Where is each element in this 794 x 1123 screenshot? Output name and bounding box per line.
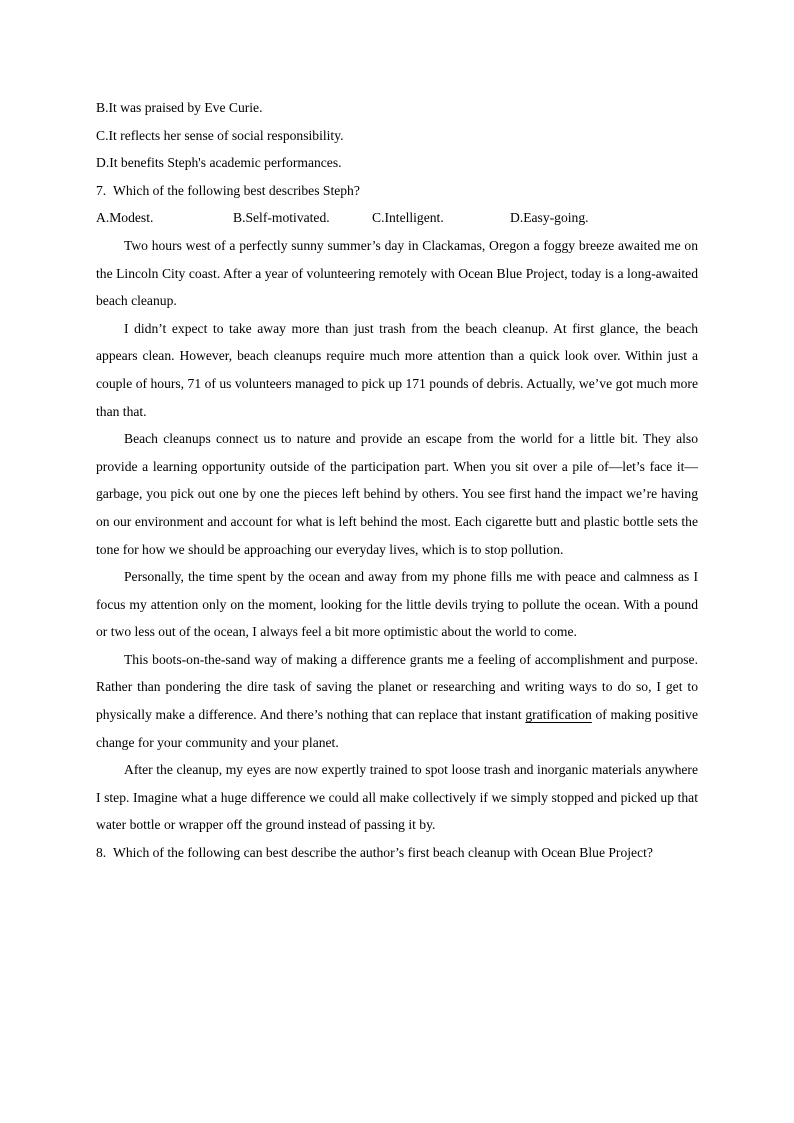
passage-paragraph-4: Personally, the time spent by the ocean and away from my phone fills me with peace and calmness as I focus my attention only on the moment, looking for the little devils trying to pollute the ocean. With a pound or two less out of the ocean, I always feel a bit more optimistic about the world to come. xyxy=(96,569,698,640)
q6-option-b: B.It was praised by Eve Curie. xyxy=(96,100,263,115)
underlined-word: gratification xyxy=(525,707,592,723)
q6-option-c: C.It reflects her sense of social responsibility. xyxy=(96,127,344,143)
passage-paragraph-3: Beach cleanups connect us to nature and provide an escape from the world for a little bit. They also provide a learning opportunity outside of the participation part. When you sit over a pile of—let’s face it—garbage, you pick out one by one the pieces left behind by others. You see first hand the impact we’re having on our environment and account for what is left behind the most. Each cigarette butt and plastic bottle sets the tone for how we should be approaching our everyday lives, which is to stop pollution. xyxy=(96,431,698,557)
passage-paragraph-6: After the cleanup, my eyes are now expertly trained to spot loose trash and inorganic materials anywhere I step. Imagine what a huge difference we could all make collectively if we simply stopped and picked up that water bottle or wrapper off the ground instead of passing it by. xyxy=(96,762,698,833)
q7-options xyxy=(96,204,698,232)
q7-option-b: B.Self-motivated. xyxy=(233,210,330,226)
q7-option-c: C.Intelligent. xyxy=(372,210,444,226)
q7-option-d: D.Easy-going. xyxy=(510,210,589,226)
q7-stem: Which of the following best describes Steph? xyxy=(113,182,360,198)
q7-option-a: A.Modest. xyxy=(96,210,154,226)
page-content xyxy=(96,94,698,867)
passage-paragraph-1: Two hours west of a perfectly sunny summer’s day in Clackamas, Oregon a foggy breeze awaited me on the Lincoln City coast. After a year of volunteering remotely with Ocean Blue Project, today is a long-awaited beach cleanup. xyxy=(96,237,698,309)
q8-number: 8. xyxy=(96,845,107,861)
q7-question xyxy=(96,177,698,205)
passage-paragraph-5 xyxy=(96,646,698,756)
q8-stem: Which of the following can best describe the author’s first beach cleanup with Ocean Blue Project? xyxy=(113,845,653,861)
paragraph-5-text-after: of making positive change for your community and your planet. xyxy=(96,707,698,750)
q7-number: 7. xyxy=(96,182,107,198)
paragraph-5-text-before: This boots-on-the-sand way of making a difference grants me a feeling of accomplishment and purpose. Rather than pondering the dire task of saving the planet or researching and writing ways to do so, I get to physically make a difference. And there’s nothing that can replace that instant xyxy=(96,651,698,723)
q8-question xyxy=(96,839,698,867)
q6-option-d: D.It benefits Steph's academic performances. xyxy=(96,155,342,171)
passage-paragraph-2: I didn’t expect to take away more than just trash from the beach cleanup. At first glance, the beach appears clean. However, beach cleanups require much more attention than a quick look over. Within just a couple of hours, 71 of us volunteers managed to pick up 171 pounds of debris. Actually, we’ve got much more than that. xyxy=(96,320,698,419)
